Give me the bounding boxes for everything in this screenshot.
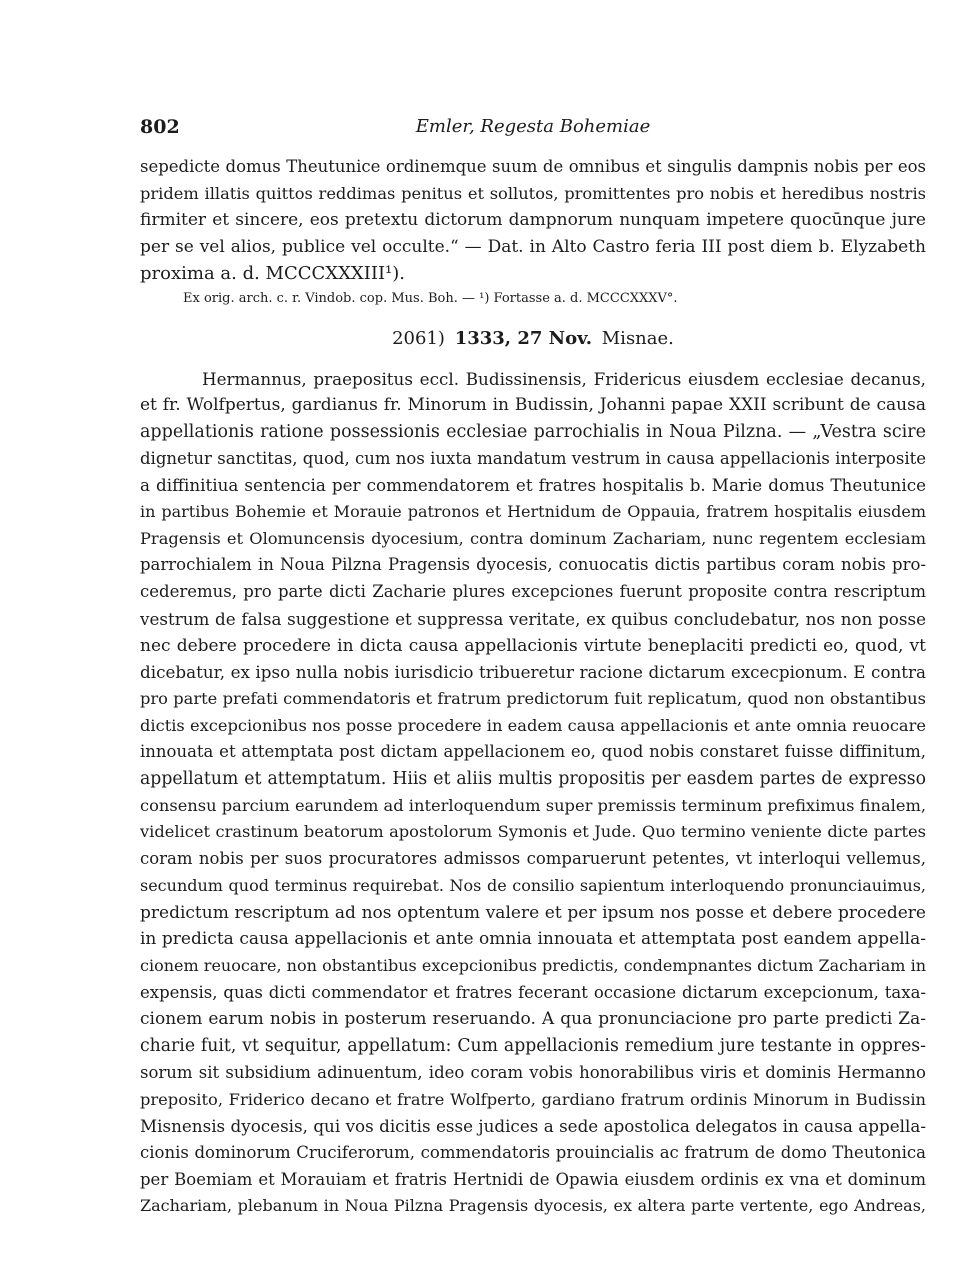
entry-summary (140, 366, 926, 446)
text-line: parrochialem in Noua Pilzna Pragensis dyocesis, conuocatis dictis partibus coram nobis pro- (140, 555, 926, 575)
text-line: expensis, quas dicti commendator et fratres fecerant occasione dictarum excepcionum, taxa- (140, 982, 926, 1002)
running-title: Emler, Regesta Bohemiae (415, 116, 651, 137)
text-line: proxima a. d. MCCCXXXIII¹). (140, 262, 406, 284)
text-line: coram nobis per suos procuratores admissos comparuerunt petentes, vt interloqui vellemus, (140, 849, 926, 869)
text-line: consensu parcium earundem ad interloquendum super premissis terminum prefiximus finalem, (140, 795, 927, 815)
summary-line: appellationis ratione possessionis ecclesiae parrochialis in Noua Pilzna. — „Vestra scire (140, 421, 926, 442)
text-line: dicebatur, ex ipso nulla nobis iurisdicio tribueretur racione dictarum excecpionum. E contra (140, 662, 926, 683)
text-line: cionem reuocare, non obstantibus excepcionibus predictis, condempnantes dictum Zachariam in (140, 955, 926, 975)
text-line: Pragensis et Olomuncensis dyocesium, contra dominum Zachariam, nunc regentem ecclesiam (140, 528, 926, 548)
text-line: nec debere procedere in dicta causa appellacionis virtute beneplaciti predicti eo, quod, vt (140, 635, 926, 656)
text-line: firmiter et sincere, eos pretextu dictorum dampnorum nunquam impetere quocūnque jure (140, 210, 926, 231)
summary-line: et fr. Wolfpertus, gardianus fr. Minorum in Budissin, Johanni papae XXII scribunt de causa (140, 395, 926, 416)
previous-document-ending (140, 154, 926, 308)
text-line: Misnensis dyocesis, qui vos dicitis esse judices a sede apostolica delegatos in causa appella- (140, 1116, 926, 1137)
text-line: per Boemiam et Morauiam et fratris Hertnidi de Opawia eiusdem ordinis ex vna et dominum (140, 1169, 926, 1189)
text-line: appellatum et attemptatum. Hiis et aliis multis propositis per easdem partes de expresso (140, 769, 926, 790)
text-line: videlicet crastinum beatorum apostolorum Symonis et Jude. Quo termino veniente dicte partes (140, 822, 926, 842)
entry-place: Misnae. (601, 327, 674, 349)
entry-number: 2061) (392, 327, 445, 349)
text-line: secundum quod terminus requirebat. Nos de consilio sapientum interloquendo pronunciauimus, (140, 875, 926, 895)
page-number: 802 (140, 116, 180, 138)
entry-date: 1333, 27 Nov. (454, 327, 593, 349)
source-footnote: Ex orig. arch. c. r. Vindob. cop. Mus. Boh. — ¹) Fortasse a. d. MCCCXXXV°. (183, 290, 678, 306)
text-line: a diffinitiua sentencia per commendatorem et fratres hospitalis b. Marie domus Theutunice (140, 475, 926, 496)
text-line: Zachariam, plebanum in Noua Pilzna Pragensis dyocesis, ex altera parte vertente, ego Andreas, (140, 1196, 926, 1216)
text-line: cionis dominorum Cruciferorum, commendatoris prouincialis ac fratrum de domo Theutonica (140, 1142, 926, 1162)
text-line: predictum rescriptum ad nos optentum valere et per ipsum nos posse et debere procedere (140, 902, 926, 923)
text-line: per se vel alios, publice vel occulte.“ — Dat. in Alto Castro feria III post diem b. Elyzabeth (140, 237, 926, 258)
text-line: in partibus Bohemie et Morauie patronos et Hertnidum de Oppauia, fratrem hospitalis eiusdem (140, 502, 926, 522)
text-line: pridem illatis quittos reddimas penitus et sollutos, promittentes pro nobis et heredibus nostris (140, 183, 926, 203)
text-line: dignetur sanctitas, quod, cum nos iuxta mandatum vestrum in causa appellacionis interposite (140, 448, 926, 468)
entry-heading (140, 326, 926, 352)
text-line: vestrum de falsa suggestione et suppressa veritate, ex quibus concludebatur, nos non posse (140, 608, 926, 629)
summary-line: Hermannus, praepositus eccl. Budissinensis, Fridericus eiusdem ecclesiae decanus, (202, 368, 926, 389)
text-line: sorum sit subsidium adinuentum, ideo coram vobis honorabilibus viris et dominis Hermanno (140, 1062, 926, 1082)
text-line: in predicta causa appellacionis et ante omnia innouata et attemptata post eandem appella- (140, 929, 926, 950)
text-line: cionem earum nobis in posterum reseruando. A qua pronunciacione pro parte predicti Za- (140, 1009, 926, 1030)
entry-text (140, 446, 926, 1220)
text-line: preposito, Friderico decano et fratre Wolfperto, gardiano fratrum ordinis Minorum in Budissin (140, 1089, 926, 1109)
text-line: pro parte prefati commendatoris et fratrum predictorum fuit replicatum, quod non obstantibus (140, 688, 926, 708)
page-header (140, 116, 926, 144)
text-line: innouata et attemptata post dictam appellacionem eo, quod nobis constaret fuisse diffinitum, (140, 742, 926, 762)
text-line: charie fuit, vt sequitur, appellatum: Cum appellacionis remedium jure testante in oppres- (140, 1036, 926, 1057)
body-text (140, 154, 926, 1220)
text-line: cederemus, pro parte dicti Zacharie plures excepciones fuerunt proposite contra rescriptum (140, 582, 926, 602)
text-line: dictis excepcionibus nos posse procedere in eadem causa appellacionis et ante omnia reuocare (140, 715, 926, 735)
text-line: sepedicte domus Theutunice ordinemque suum de omnibus et singulis dampnis nobis per eos (140, 157, 926, 176)
